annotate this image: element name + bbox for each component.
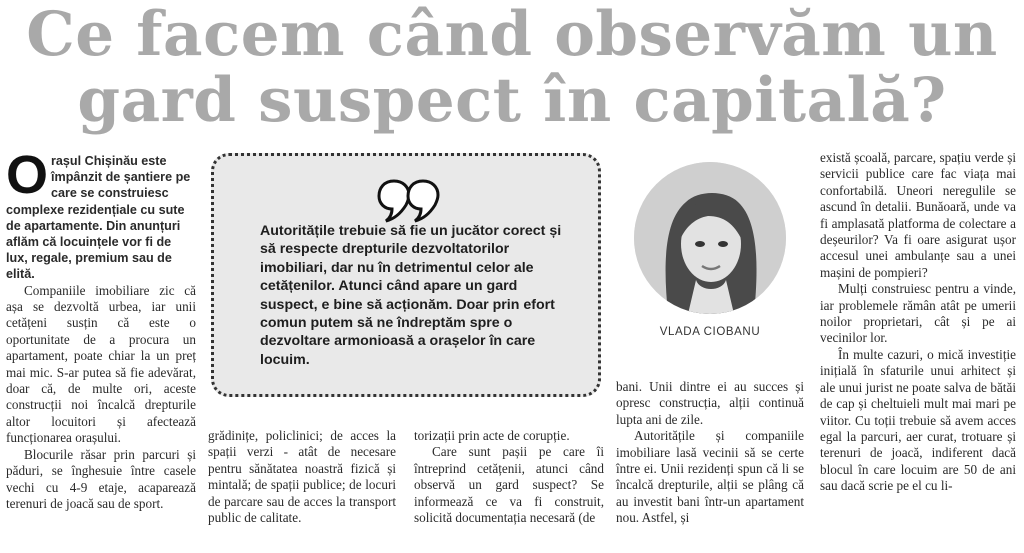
headline-line-2: gard suspect în capitală?: [77, 65, 947, 136]
col5-paragraph-3: În multe cazuri, o mică investiție inițială în sfaturile unui arhitect și ale unui jurist ne poate salva de bătăi de cap și cheltuieli mult mai mari pe viitor. Cu toții trebuie să avem acces egal la parcuri, aer curat, trotuare și terenuri de joacă, indiferent dacă blocul în care locuim are 50 de ani sau dacă scrie pe el cu li-: [820, 346, 1016, 494]
headline-line-1: Ce facem când observăm un: [26, 0, 998, 70]
col5-paragraph-2: Mulți construiesc pentru a vinde, iar problemele rămân atât pe umerii noilor proprietari, cât și pe ai vecinilor lor.: [820, 281, 1016, 346]
speech-bubbles-icon: [377, 178, 441, 224]
column-1: [6, 145, 196, 512]
pull-quote-text: Autoritățile trebuie să fie un jucător corect și să respecte drepturile dezvoltatorilor imobiliari, dar nu în detrimentul celor ale cetățenilor. Atunci când apare un gard suspect, e bine să acționăm. Doar prin efort comun putem să ne îndreptăm spre o dezvoltare armonioasă a orașelor în care locuim.: [260, 223, 562, 368]
col5-paragraph-1: există școală, parcare, spațiu verde și servicii publice care fac viața mai confortabilă. Uneori neregulile se ascund în detalii. Bunăoară, unde va fi amplasată platforma de colectare a deșeurilor? Va fi oare asigurat ușor accesul unei ambulanțe sau a unei mașini de pompieri?: [820, 150, 1016, 280]
author-photo: [634, 162, 786, 314]
column-2: [208, 428, 396, 526]
col4-paragraph-1: bani. Unii dintre ei au succes și opresc construcția, alții continuă lupta ani de zile.: [616, 379, 804, 427]
col4-paragraph-2: Autoritățile și companiile imobiliare lasă vecinii să se certe între ei. Unii rezidenți spun că li se încalcă drepturile, alții se plâng că au investit bani într-un apartament nou. Astfel, și: [616, 428, 804, 526]
headline: [0, 2, 1024, 134]
col1-paragraph-2: Blocurile răsar prin parcuri și păduri, se înghesuie între casele vechi cu 4-9 etaje, acaparează terenuri de joacă sau de sport.: [6, 446, 196, 511]
lead-paragraph: [6, 145, 196, 283]
col2-paragraph-1: grădinițe, policlinici; de acces la spații verzi - atât de necesare pentru sănătatea noastră fizică și mintală; de spații publice; de locuri de parcare sau de acces la transport public de calitate.: [208, 428, 396, 526]
column-5: [820, 150, 1016, 495]
col1-paragraph-1: Companiile imobiliare zic că așa se dezvoltă urbea, iar unii cetățeni susțin că este o oportunitate de a procura un apartament, poate chiar la un preț mai mic. S-ar putea să fie adevărat, doar că, de multe ori, aceste construcții noi încalcă drepturile altor locuitori și afectează funcționarea orașului.: [6, 282, 196, 446]
lead-text: rașul Chișinău este împânzit de șantiere pe care se construiesc complexe rezidențiale cu sute de apartamente. Din anunțuri aflăm că locuințele vor fi de lux, regale, premium sau de elită.: [6, 154, 191, 282]
drop-cap: O: [6, 145, 49, 205]
pull-quote-box: [211, 153, 601, 397]
author-portrait-icon: [634, 162, 786, 314]
column-4: [616, 379, 804, 527]
author-name: VLADA CIOBANU: [659, 326, 761, 338]
col3-paragraph-2: Care sunt pașii pe care îi întreprind cetățenii, atunci când observă un gard suspect? Se informează ce va fi construit, solicită documentația necesară (de: [414, 444, 604, 526]
column-3: [414, 428, 604, 526]
col3-paragraph-1: torizații prin acte de corupție.: [414, 428, 570, 443]
